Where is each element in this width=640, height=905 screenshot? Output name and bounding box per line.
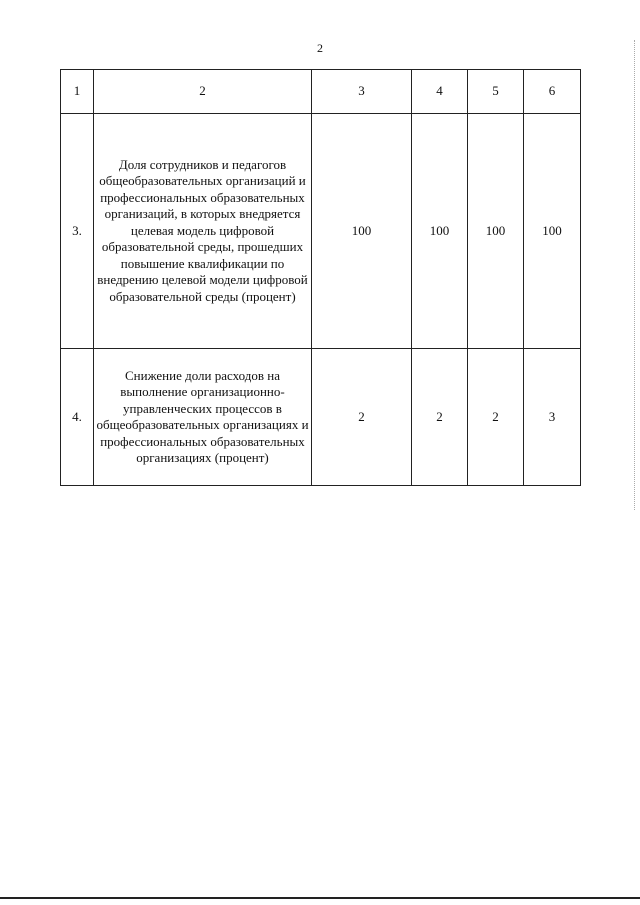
row-description: Снижение доли расходов на выполнение организационно-управленческих процессов в общеобразовательных организациях и профессиональных образовательных организациях (процент) <box>94 349 312 486</box>
page-number: 2 <box>317 41 323 55</box>
row-number: 3. <box>61 114 94 349</box>
value-cell: 2 <box>312 349 412 486</box>
header-cell-2: 2 <box>94 70 312 114</box>
table-header-row <box>61 70 581 114</box>
row-number: 4. <box>61 349 94 486</box>
table-row <box>61 349 581 486</box>
margin-dotted-line <box>634 40 636 510</box>
table-row <box>61 114 581 349</box>
value-cell: 100 <box>468 114 524 349</box>
row-description: Доля сотрудников и педагогов общеобразовательных организаций и профессиональных образовательных организаций, в которых внедряется целевая модель цифровой образовательной среды, прошедших повышение квалификации по внедрению целевой модели цифровой образовательной среды (процент) <box>94 114 312 349</box>
indicators-table <box>60 69 581 486</box>
header-cell-6: 6 <box>524 70 581 114</box>
header-cell-5: 5 <box>468 70 524 114</box>
value-cell: 100 <box>312 114 412 349</box>
value-cell: 100 <box>524 114 581 349</box>
value-cell: 2 <box>412 349 468 486</box>
header-cell-1: 1 <box>61 70 94 114</box>
page-bottom-rule <box>0 897 640 899</box>
value-cell: 2 <box>468 349 524 486</box>
header-cell-4: 4 <box>412 70 468 114</box>
header-cell-3: 3 <box>312 70 412 114</box>
value-cell: 100 <box>412 114 468 349</box>
value-cell: 3 <box>524 349 581 486</box>
